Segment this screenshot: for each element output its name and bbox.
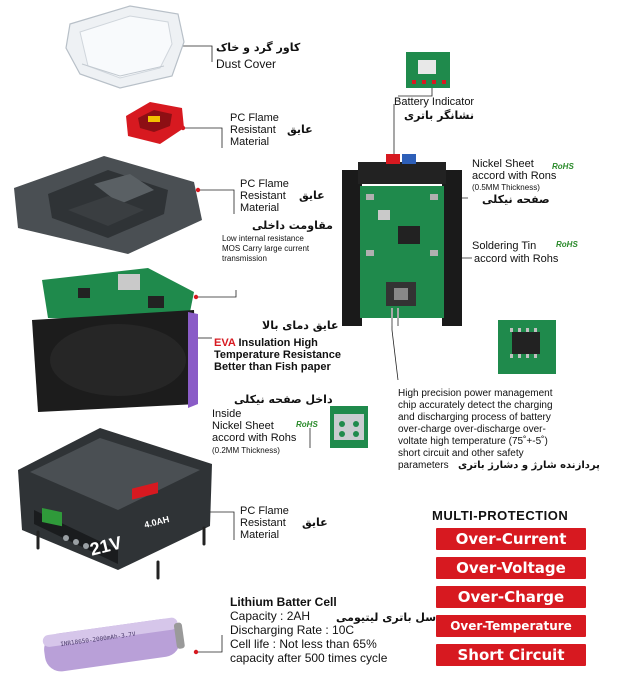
base-capacity-label: 4.0AH [143,514,171,530]
flame-1-line1: PC Flame [230,112,279,124]
nickel-sheet-fa-label: صفحه نیکلی [482,193,550,206]
inside-nickel-line3: accord with Rohs [212,432,297,444]
internal-resistance-fa-label: مقاومت داخلی [252,219,333,232]
flame-3-fa-label: عایق [302,516,328,529]
power-mgmt-line7: parameters [398,460,449,471]
inside-nickel-line4: (0.2MM Thickness) [212,446,280,455]
nickel-sheet-line3: (0.5MM Thickness) [472,183,540,192]
cell-print-text: INR18650-2000mAh-3.7V [59,630,136,649]
battery-indicator-label: Battery Indicator [394,96,475,108]
short-circuit-badge: Short Circuit [436,644,586,666]
over-voltage-badge: Over-Voltage [436,557,586,579]
flame-2-line1: PC Flame [240,178,289,190]
dust-cover-fa-label: کاور گرد و خاک [216,41,301,54]
cell-fa-label: سل باتری لیتیومی [336,611,437,624]
heat-insulation-fa-label: عایق دمای بالا [262,319,339,332]
over-temperature-badge: Over-Temperature [436,615,586,637]
power-mgmt-fa-label: پردازنده شارژ و دشارژ باتری [458,460,600,471]
inside-nickel-line2: Nickel Sheet [212,420,274,432]
red-insulator-image [120,96,190,148]
eva-line1-text: Insulation High [235,337,318,349]
battery-indicator-image [404,50,452,92]
over-current-badge: Over-Current [436,528,586,550]
flame-2-fa-label: عایق [299,189,325,202]
flame-2-line3: Material [240,202,280,214]
cell-life-line2: capacity after 500 times cycle [230,651,388,665]
rohs-mark-nickel: RoHS [552,162,574,171]
battery-pack-image [28,262,200,414]
screws-image [24,526,210,582]
flame-3-line3: Material [240,529,280,541]
cell-discharge: Discharging Rate : 10C [230,623,355,637]
base-voltage-label: 21V [87,532,124,560]
flame-2-line2: Resistant [240,190,286,202]
eva-insulation-line1 [214,337,318,349]
internal-resistance-line2: MOS Carry large current [222,244,310,253]
power-mgmt-line6: short circuit and other safety [398,448,524,459]
power-mgmt-line3: and discharging process of battery [398,412,551,423]
soldering-line2: accord with Rohs [474,253,559,265]
bms-board-image [338,150,466,334]
flame-3-line1: PC Flame [240,505,289,517]
flame-3-line2: Resistant [240,517,286,529]
top-housing-image [8,150,208,258]
over-charge-badge: Over-Charge [436,586,586,608]
cell-life-line1: Cell life : Not less than 65% [230,637,377,651]
rohs-mark-inside: RoHS [296,420,318,429]
dust-cover-label: Dust Cover [216,57,277,71]
flame-1-line2: Resistant [230,124,276,136]
flame-1-line3: Material [230,136,270,148]
dust-cover-image [60,4,190,92]
cell-capacity: Capacity : 2AH [230,609,311,623]
nickel-sheet-line2: accord with Rons [472,170,557,182]
soldering-line1: Soldering Tin [472,240,537,252]
chip-detail-image [496,318,558,376]
battery-indicator-fa-label: نشانگر باتری [404,109,474,122]
rohs-mark-solder: RoHS [556,240,578,249]
inside-nickel-line1: Inside [212,408,242,420]
inside-nickel-fa-label: داخل صفحه نیکلی [234,393,333,406]
internal-resistance-line3: transmission [222,254,267,263]
eva-insulation-line3: Better than Fish paper [214,361,331,373]
eva-highlight: EVA [214,337,236,349]
power-mgmt-line2: chip accurately detect the charging [398,400,553,411]
power-mgmt-line1: High precision power management [398,388,553,399]
multi-protection-title: MULTI-PROTECTION [432,508,569,523]
flame-1-fa-label: عایق [287,123,313,136]
cell-title: Lithium Batter Cell [230,595,337,609]
power-mgmt-line5: voltate high temperature (75˚+-5˚) [398,436,548,447]
eva-insulation-line2: Temperature Resistance [214,349,341,361]
power-mgmt-line4: over-charge over-discharge over- [398,424,546,435]
internal-resistance-line1: Low internal resistance [222,234,304,243]
nickel-sheet-line1: Nickel Sheet [472,158,534,170]
nickel-sheet-detail-image [328,404,370,450]
